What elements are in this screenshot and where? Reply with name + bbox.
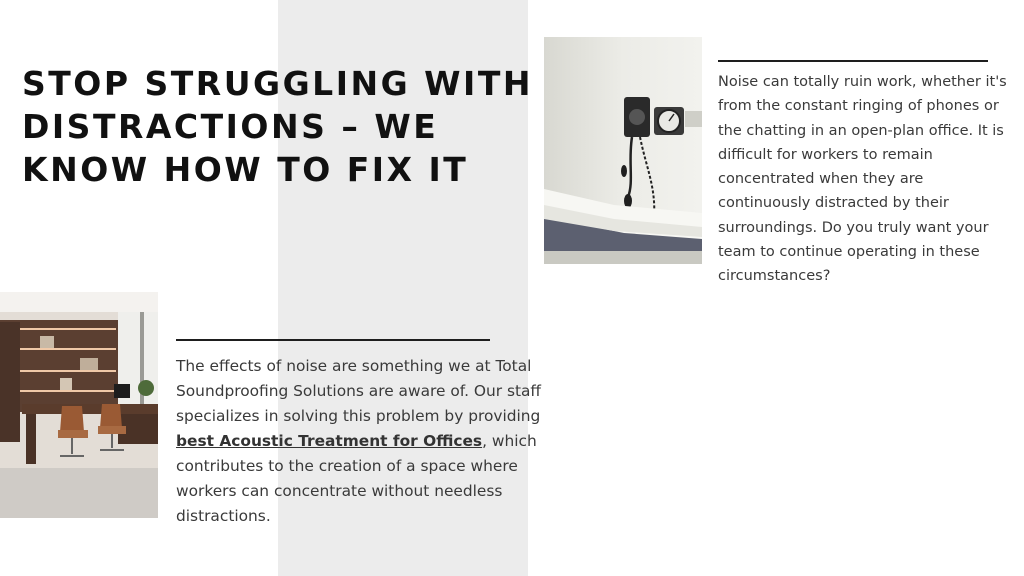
solution-paragraph <box>176 354 568 529</box>
solution-text-before-link: The effects of noise are something we at Total Soundproofing Solutions are aware of. Our staff specializes in solving this problem by providing <box>176 357 542 425</box>
bottom-left-divider <box>176 339 490 341</box>
solution-text-after-link: , which contributes to the creation of a space where workers can concentrate without needless distractions. <box>176 432 537 525</box>
top-right-divider <box>718 60 988 62</box>
office-interior-photo <box>0 292 158 518</box>
clinic-room-photo <box>544 37 702 264</box>
acoustic-treatment-link[interactable]: best Acoustic Treatment for Offices <box>176 432 483 450</box>
noise-intro-paragraph: Noise can totally ruin work, whether it's from the constant ringing of phones or the chatting in an open-plan office. It is difficult for workers to remain concentrated when they are continuously distracted by their surroundings. Do you truly want your team to continue operating in these circumstances? <box>718 74 1007 285</box>
page-title: STOP STRUGGLING WITH DISTRACTIONS – WE KNOW HOW TO FIX IT <box>22 64 533 189</box>
